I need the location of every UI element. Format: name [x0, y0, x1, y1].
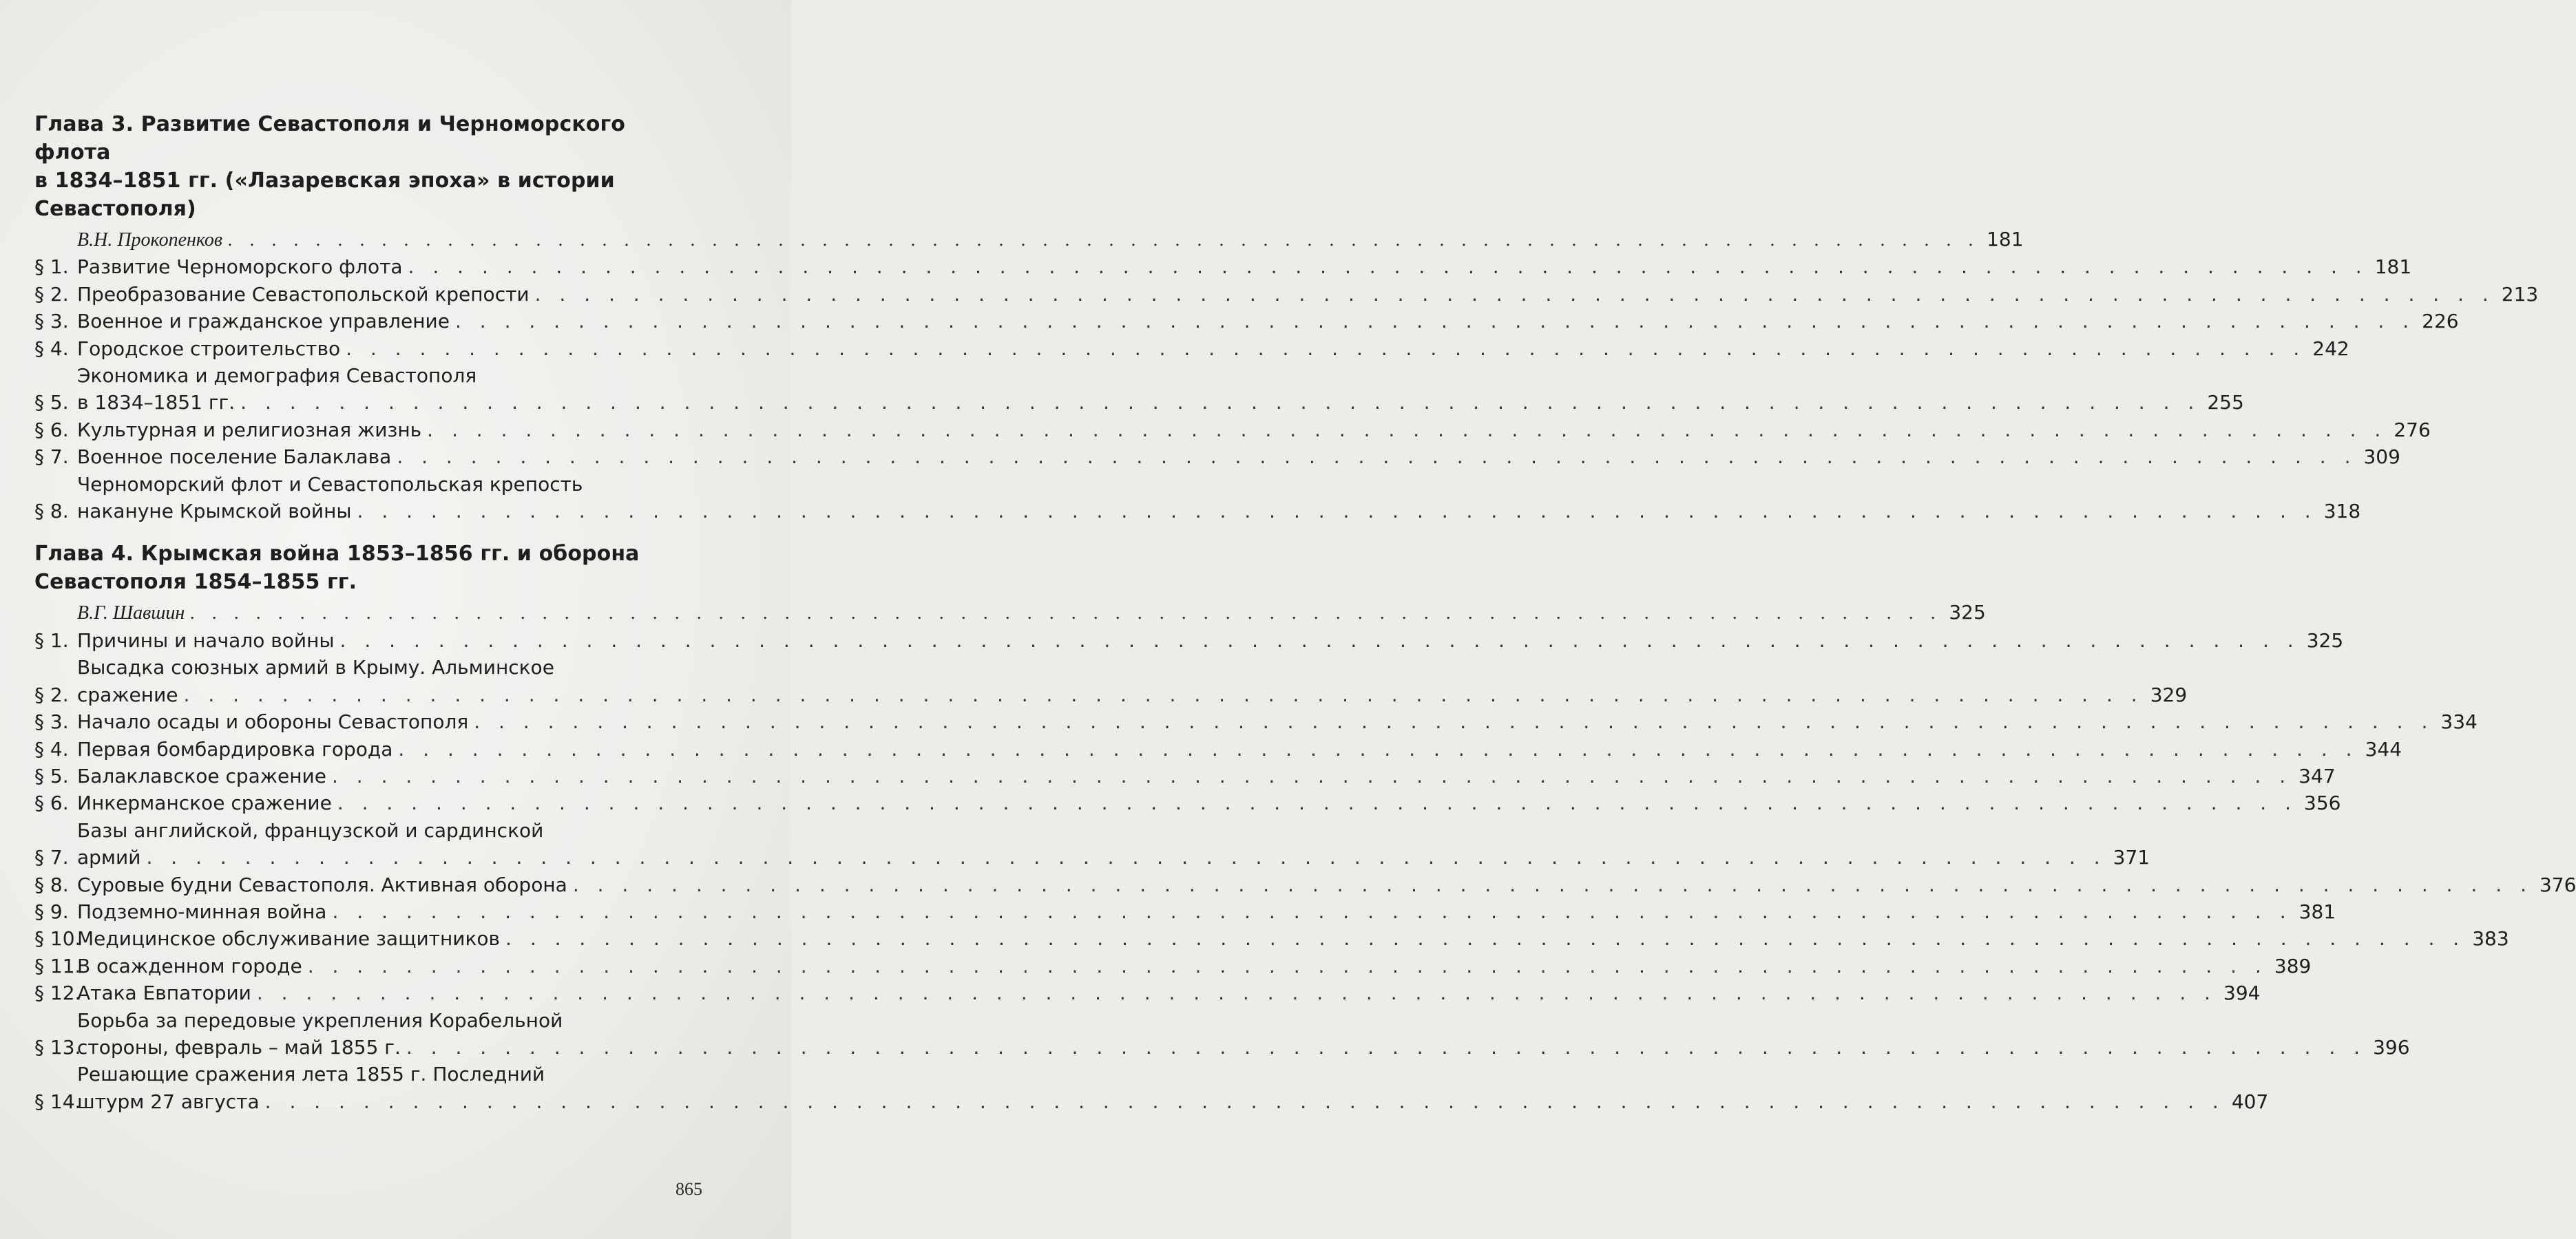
section-title: В осажденном городе [77, 954, 302, 977]
leader-dots: . . . . . . . . . . . . . . . . . . . . . . . . . . . . . . . . . . . . . . . . . . . . . . . . . . . . . . . . . . . . . . . . . . . . . . . . . . . . . . . . [398, 737, 2358, 761]
entry-body [77, 763, 2336, 790]
section-number: § 4. [34, 737, 69, 761]
entry-body [77, 599, 1986, 626]
page-number: 376 [2539, 873, 2576, 896]
section-title: Первая бомбардировка города [77, 737, 393, 761]
page-number: 383 [2472, 927, 2509, 951]
entry-line [77, 1034, 2410, 1061]
toc-entry [34, 281, 2539, 308]
chapter-4-heading [34, 540, 706, 596]
entry-body [77, 736, 2402, 763]
toc-entry [34, 871, 2576, 898]
toc-entry [34, 335, 2349, 362]
page-number: 213 [2501, 282, 2539, 306]
entry-line [77, 681, 2187, 708]
page-number: 325 [1949, 601, 1986, 624]
entry-body [77, 308, 2459, 335]
toc-entry [34, 443, 2400, 470]
section-title: Военное и гражданское управление [77, 310, 450, 333]
entry-line [77, 844, 2150, 871]
section-title: Причины и начало войны [77, 628, 335, 652]
section-title: Атака Евпатории [77, 982, 251, 1005]
leader-dots: . . . . . . . . . . . . . . . . . . . . . . . . . . . . . . . . . . . . . . . . . . . . . . . . . . . . . . . . . . . . . . . . . . . . . . . . . . . . . . . . [190, 602, 1943, 624]
section-number: § 8. [34, 873, 69, 896]
entry-line [77, 627, 2343, 654]
section-number: § 3. [34, 710, 69, 734]
page-number: 381 [2298, 900, 2336, 923]
entry-body [77, 817, 2150, 871]
section-title: Культурная и религиозная жизнь [77, 418, 422, 441]
section-number: § 1. [34, 628, 69, 652]
section-number: § 10. [34, 927, 81, 951]
entry-body [77, 362, 2244, 416]
leader-dots: . . . . . . . . . . . . . . . . . . . . . . . . . . . . . . . . . . . . . . . . . . . . . . . . . . . . . . . . . . . . . . . . . . . . . . . . . . . . . . . . [337, 792, 2297, 815]
section-title: Преобразование Севастопольской крепости [77, 282, 530, 306]
entry-line [77, 471, 2360, 498]
entry-body [77, 416, 2431, 443]
page-number: 329 [2150, 683, 2188, 706]
entry-line [77, 443, 2400, 470]
toc-entry [34, 736, 2402, 763]
section-number: § 11. [34, 954, 81, 977]
page-number: 325 [2306, 628, 2344, 652]
section-title: Городское строительство [77, 337, 341, 360]
page-number: 242 [2312, 337, 2349, 360]
toc-entry [34, 471, 2361, 525]
page-number: 226 [2422, 310, 2459, 333]
page-number: 371 [2113, 846, 2150, 869]
toc-entry [34, 925, 2509, 952]
toc-entry [34, 253, 2412, 280]
chapter-4-title-line: Севастополя 1854–1855 гг. [34, 570, 357, 595]
leader-dots: . . . . . . . . . . . . . . . . . . . . . . . . . . . . . . . . . . . . . . . . . . . . . . . . . . . . . . . . . . . . . . . . . . . . . . . . . . . . . . . . [427, 418, 2387, 441]
leader-dots: . . . . . . . . . . . . . . . . . . . . . . . . . . . . . . . . . . . . . . . . . . . . . . . . . . . . . . . . . . . . . . . . . . . . . . . . . . . . . . . . [332, 900, 2292, 923]
entry-body [77, 226, 2024, 253]
entry-line [77, 979, 2261, 1006]
entry-line [77, 416, 2431, 443]
page-number: 396 [2373, 1035, 2410, 1059]
section-title: Начало осады и обороны Севастополя [77, 710, 469, 734]
section-title: Черноморский флот и Севастопольская крепость [77, 472, 583, 496]
leader-dots: . . . . . . . . . . . . . . . . . . . . . . . . . . . . . . . . . . . . . . . . . . . . . . . . . . . . . . . . . . . . . . . . . . . . . . . . . . . . . . . . [534, 282, 2495, 306]
entry-body [77, 443, 2400, 470]
entry-body [77, 627, 2343, 654]
section-title: Военное поселение Балаклава [77, 445, 392, 469]
leader-dots: . . . . . . . . . . . . . . . . . . . . . . . . . . . . . . . . . . . . . . . . . . . . . . . . . . . . . . . . . . . . . . . . . . . . . . . . . . . . . . . . [397, 445, 2357, 469]
entry-body [77, 1007, 2410, 1061]
toc-entry [34, 817, 2150, 871]
chapter-3-entries [34, 253, 2539, 525]
table-of-contents [34, 110, 2576, 1115]
entry-body [77, 925, 2509, 952]
section-number: § 5. [34, 764, 69, 787]
page-number: 344 [2365, 737, 2402, 761]
section-title: Решающие сражения лета 1855 г. Последний [77, 1063, 545, 1086]
section-title: Подземно-минная война [77, 900, 327, 923]
entry-line [77, 925, 2509, 952]
entry-body [77, 471, 2360, 525]
section-number: § 4. [34, 337, 69, 360]
chapter-3-title-line: в 1834–1851 гг. («Лазаревская эпоха» в истории [34, 169, 615, 193]
entry-body [77, 654, 2187, 708]
section-title: Медицинское обслуживание защитников [77, 927, 501, 951]
page-number: 334 [2440, 710, 2478, 734]
section-number: § 8. [34, 500, 69, 523]
leader-dots: . . . . . . . . . . . . . . . . . . . . . . . . . . . . . . . . . . . . . . . . . . . . . . . . . . . . . . . . . . . . . . . . . . . . . . . . . . . . . . . . [505, 927, 2466, 951]
section-number: § 7. [34, 445, 69, 469]
page-number: 318 [2323, 500, 2361, 523]
toc-entry [34, 627, 2344, 654]
entry-line [77, 498, 2360, 525]
page-number: 389 [2274, 954, 2312, 977]
chapter-3-title-line: Севастополя) [34, 197, 196, 221]
page-number: 309 [2363, 445, 2400, 469]
leader-dots: . . . . . . . . . . . . . . . . . . . . . . . . . . . . . . . . . . . . . . . . . . . . . . . . . . . . . . . . . . . . . . . . . . . . . . . . . . . . . . . . [228, 229, 1980, 251]
page-number: 407 [2231, 1090, 2269, 1113]
leader-dots: . . . . . . . . . . . . . . . . . . . . . . . . . . . . . . . . . . . . . . . . . . . . . . . . . . . . . . . . . . . . . . . . . . . . . . . . . . . . . . . . [256, 982, 2217, 1005]
leader-dots: . . . . . . . . . . . . . . . . . . . . . . . . . . . . . . . . . . . . . . . . . . . . . . . . . . . . . . . . . . . . . . . . . . . . . . . . . . . . . . . . [406, 1035, 2367, 1059]
entry-line [77, 1088, 2268, 1115]
section-number: § 12. [34, 982, 81, 1005]
section-title: Высадка союзных армий в Крыму. Альминское [77, 656, 554, 679]
entry-line [77, 335, 2349, 362]
entry-line [77, 736, 2402, 763]
section-number: § 6. [34, 792, 69, 815]
leader-dots: . . . . . . . . . . . . . . . . . . . . . . . . . . . . . . . . . . . . . . . . . . . . . . . . . . . . . . . . . . . . . . . . . . . . . . . . . . . . . . . . [572, 873, 2533, 896]
entry-body [77, 253, 2411, 280]
section-title: Развитие Черноморского флота [77, 255, 403, 279]
chapter-4-title-line: Глава 4. Крымская война 1853–1856 гг. и оборона [34, 542, 640, 566]
section-number: § 2. [34, 282, 69, 306]
leader-dots: . . . . . . . . . . . . . . . . . . . . . . . . . . . . . . . . . . . . . . . . . . . . . . . . . . . . . . . . . . . . . . . . . . . . . . . . . . . . . . . . [146, 846, 2106, 869]
entry-line [77, 599, 1986, 626]
page-number: 356 [2304, 792, 2341, 815]
leader-dots: . . . . . . . . . . . . . . . . . . . . . . . . . . . . . . . . . . . . . . . . . . . . . . . . . . . . . . . . . . . . . . . . . . . . . . . . . . . . . . . . [264, 1090, 2225, 1113]
toc-entry [34, 362, 2244, 416]
section-number: § 1. [34, 255, 69, 279]
toc-entry [34, 763, 2336, 790]
section-title: Экономика и демография Севастополя [77, 364, 477, 388]
section-title: сражение [77, 683, 178, 706]
leader-dots: . . . . . . . . . . . . . . . . . . . . . . . . . . . . . . . . . . . . . . . . . . . . . . . . . . . . . . . . . . . . . . . . . . . . . . . . . . . . . . . . [331, 764, 2292, 787]
section-title: Балаклавское сражение [77, 764, 326, 787]
entry-line [77, 362, 2244, 389]
page-number: 394 [2223, 982, 2261, 1005]
page-number: 276 [2394, 418, 2431, 441]
leader-dots: . . . . . . . . . . . . . . . . . . . . . . . . . . . . . . . . . . . . . . . . . . . . . . . . . . . . . . . . . . . . . . . . . . . . . . . . . . . . . . . . [357, 500, 2317, 523]
toc-entry [34, 979, 2261, 1006]
section-title: стороны, февраль – май 1855 г. [77, 1035, 401, 1059]
chapter-3-heading [34, 110, 706, 223]
author-name: В.Н. Прокопенков [77, 229, 223, 251]
section-number: § 9. [34, 900, 69, 923]
chapter-4-author [34, 599, 1986, 626]
entry-body [77, 1061, 2268, 1115]
section-number: § 2. [34, 683, 69, 706]
leader-dots: . . . . . . . . . . . . . . . . . . . . . . . . . . . . . . . . . . . . . . . . . . . . . . . . . . . . . . . . . . . . . . . . . . . . . . . . . . . . . . . . [339, 628, 2300, 652]
entry-body [77, 898, 2336, 925]
chapter-3-author [34, 226, 2024, 253]
toc-entry [34, 898, 2336, 925]
toc-entry [34, 308, 2459, 335]
section-title: Суровые будни Севастополя. Активная оборона [77, 873, 567, 896]
toc-entry [34, 654, 2188, 708]
entry-body [77, 871, 2576, 898]
entry-line [77, 898, 2336, 925]
entry-body [77, 979, 2261, 1006]
page-number: 181 [2374, 255, 2412, 279]
entry-body [77, 708, 2478, 735]
entry-line [77, 871, 2576, 898]
section-title: армий [77, 846, 141, 869]
entry-line [77, 1061, 2268, 1088]
toc-entry [34, 790, 2341, 816]
leader-dots: . . . . . . . . . . . . . . . . . . . . . . . . . . . . . . . . . . . . . . . . . . . . . . . . . . . . . . . . . . . . . . . . . . . . . . . . . . . . . . . . [346, 337, 2306, 360]
entry-line [77, 1007, 2410, 1034]
leader-dots: . . . . . . . . . . . . . . . . . . . . . . . . . . . . . . . . . . . . . . . . . . . . . . . . . . . . . . . . . . . . . . . . . . . . . . . . . . . . . . . . [454, 310, 2416, 333]
page-number: 181 [1987, 228, 2024, 251]
leader-dots: . . . . . . . . . . . . . . . . . . . . . . . . . . . . . . . . . . . . . . . . . . . . . . . . . . . . . . . . . . . . . . . . . . . . . . . . . . . . . . . . [408, 255, 2368, 279]
toc-entry [34, 953, 2312, 979]
entry-line [77, 226, 2024, 253]
section-title: накануне Крымской войны [77, 500, 352, 523]
entry-line [77, 817, 2150, 844]
entry-body [77, 281, 2538, 308]
entry-line [77, 308, 2459, 335]
chapter-3-title-line: Глава 3. Развитие Севастополя и Черноморского флота [34, 112, 625, 165]
section-number: § 5. [34, 391, 69, 414]
toc-entry [34, 1007, 2410, 1061]
leader-dots: . . . . . . . . . . . . . . . . . . . . . . . . . . . . . . . . . . . . . . . . . . . . . . . . . . . . . . . . . . . . . . . . . . . . . . . . . . . . . . . . [474, 710, 2434, 734]
page-number: 347 [2298, 764, 2336, 787]
section-title: штурм 27 августа [77, 1090, 260, 1113]
section-title: Борьба за передовые укрепления Корабельной [77, 1008, 563, 1032]
entry-line [77, 281, 2538, 308]
entry-body [77, 953, 2311, 979]
leader-dots: . . . . . . . . . . . . . . . . . . . . . . . . . . . . . . . . . . . . . . . . . . . . . . . . . . . . . . . . . . . . . . . . . . . . . . . . . . . . . . . . [240, 391, 2201, 414]
entry-body [77, 335, 2349, 362]
chapter-4-entries [34, 627, 2576, 1115]
leader-dots: . . . . . . . . . . . . . . . . . . . . . . . . . . . . . . . . . . . . . . . . . . . . . . . . . . . . . . . . . . . . . . . . . . . . . . . . . . . . . . . . [307, 954, 2268, 977]
toc-entry [34, 1061, 2269, 1115]
entry-line [77, 953, 2311, 979]
leader-dots: . . . . . . . . . . . . . . . . . . . . . . . . . . . . . . . . . . . . . . . . . . . . . . . . . . . . . . . . . . . . . . . . . . . . . . . . . . . . . . . . [183, 683, 2144, 706]
section-title: Инкерманское сражение [77, 792, 332, 815]
section-number: § 7. [34, 846, 69, 869]
page-number: 255 [2207, 391, 2244, 414]
toc-entry [34, 416, 2431, 443]
entry-line [77, 389, 2244, 416]
entry-line [77, 790, 2341, 816]
entry-body [77, 790, 2341, 816]
entry-line [77, 253, 2411, 280]
section-number: § 13. [34, 1035, 81, 1059]
entry-line [77, 708, 2478, 735]
section-number: § 3. [34, 310, 69, 333]
author-name: В.Г. Шавшин [77, 602, 185, 624]
section-number: § 14. [34, 1090, 81, 1113]
section-number: § 6. [34, 418, 69, 441]
page-folio: 865 [676, 1179, 702, 1199]
entry-line [77, 654, 2187, 681]
section-title: Базы английской, французской и сардинской [77, 818, 544, 842]
toc-entry [34, 708, 2478, 735]
entry-line [77, 763, 2336, 790]
section-title: в 1834–1851 гг. [77, 391, 235, 414]
